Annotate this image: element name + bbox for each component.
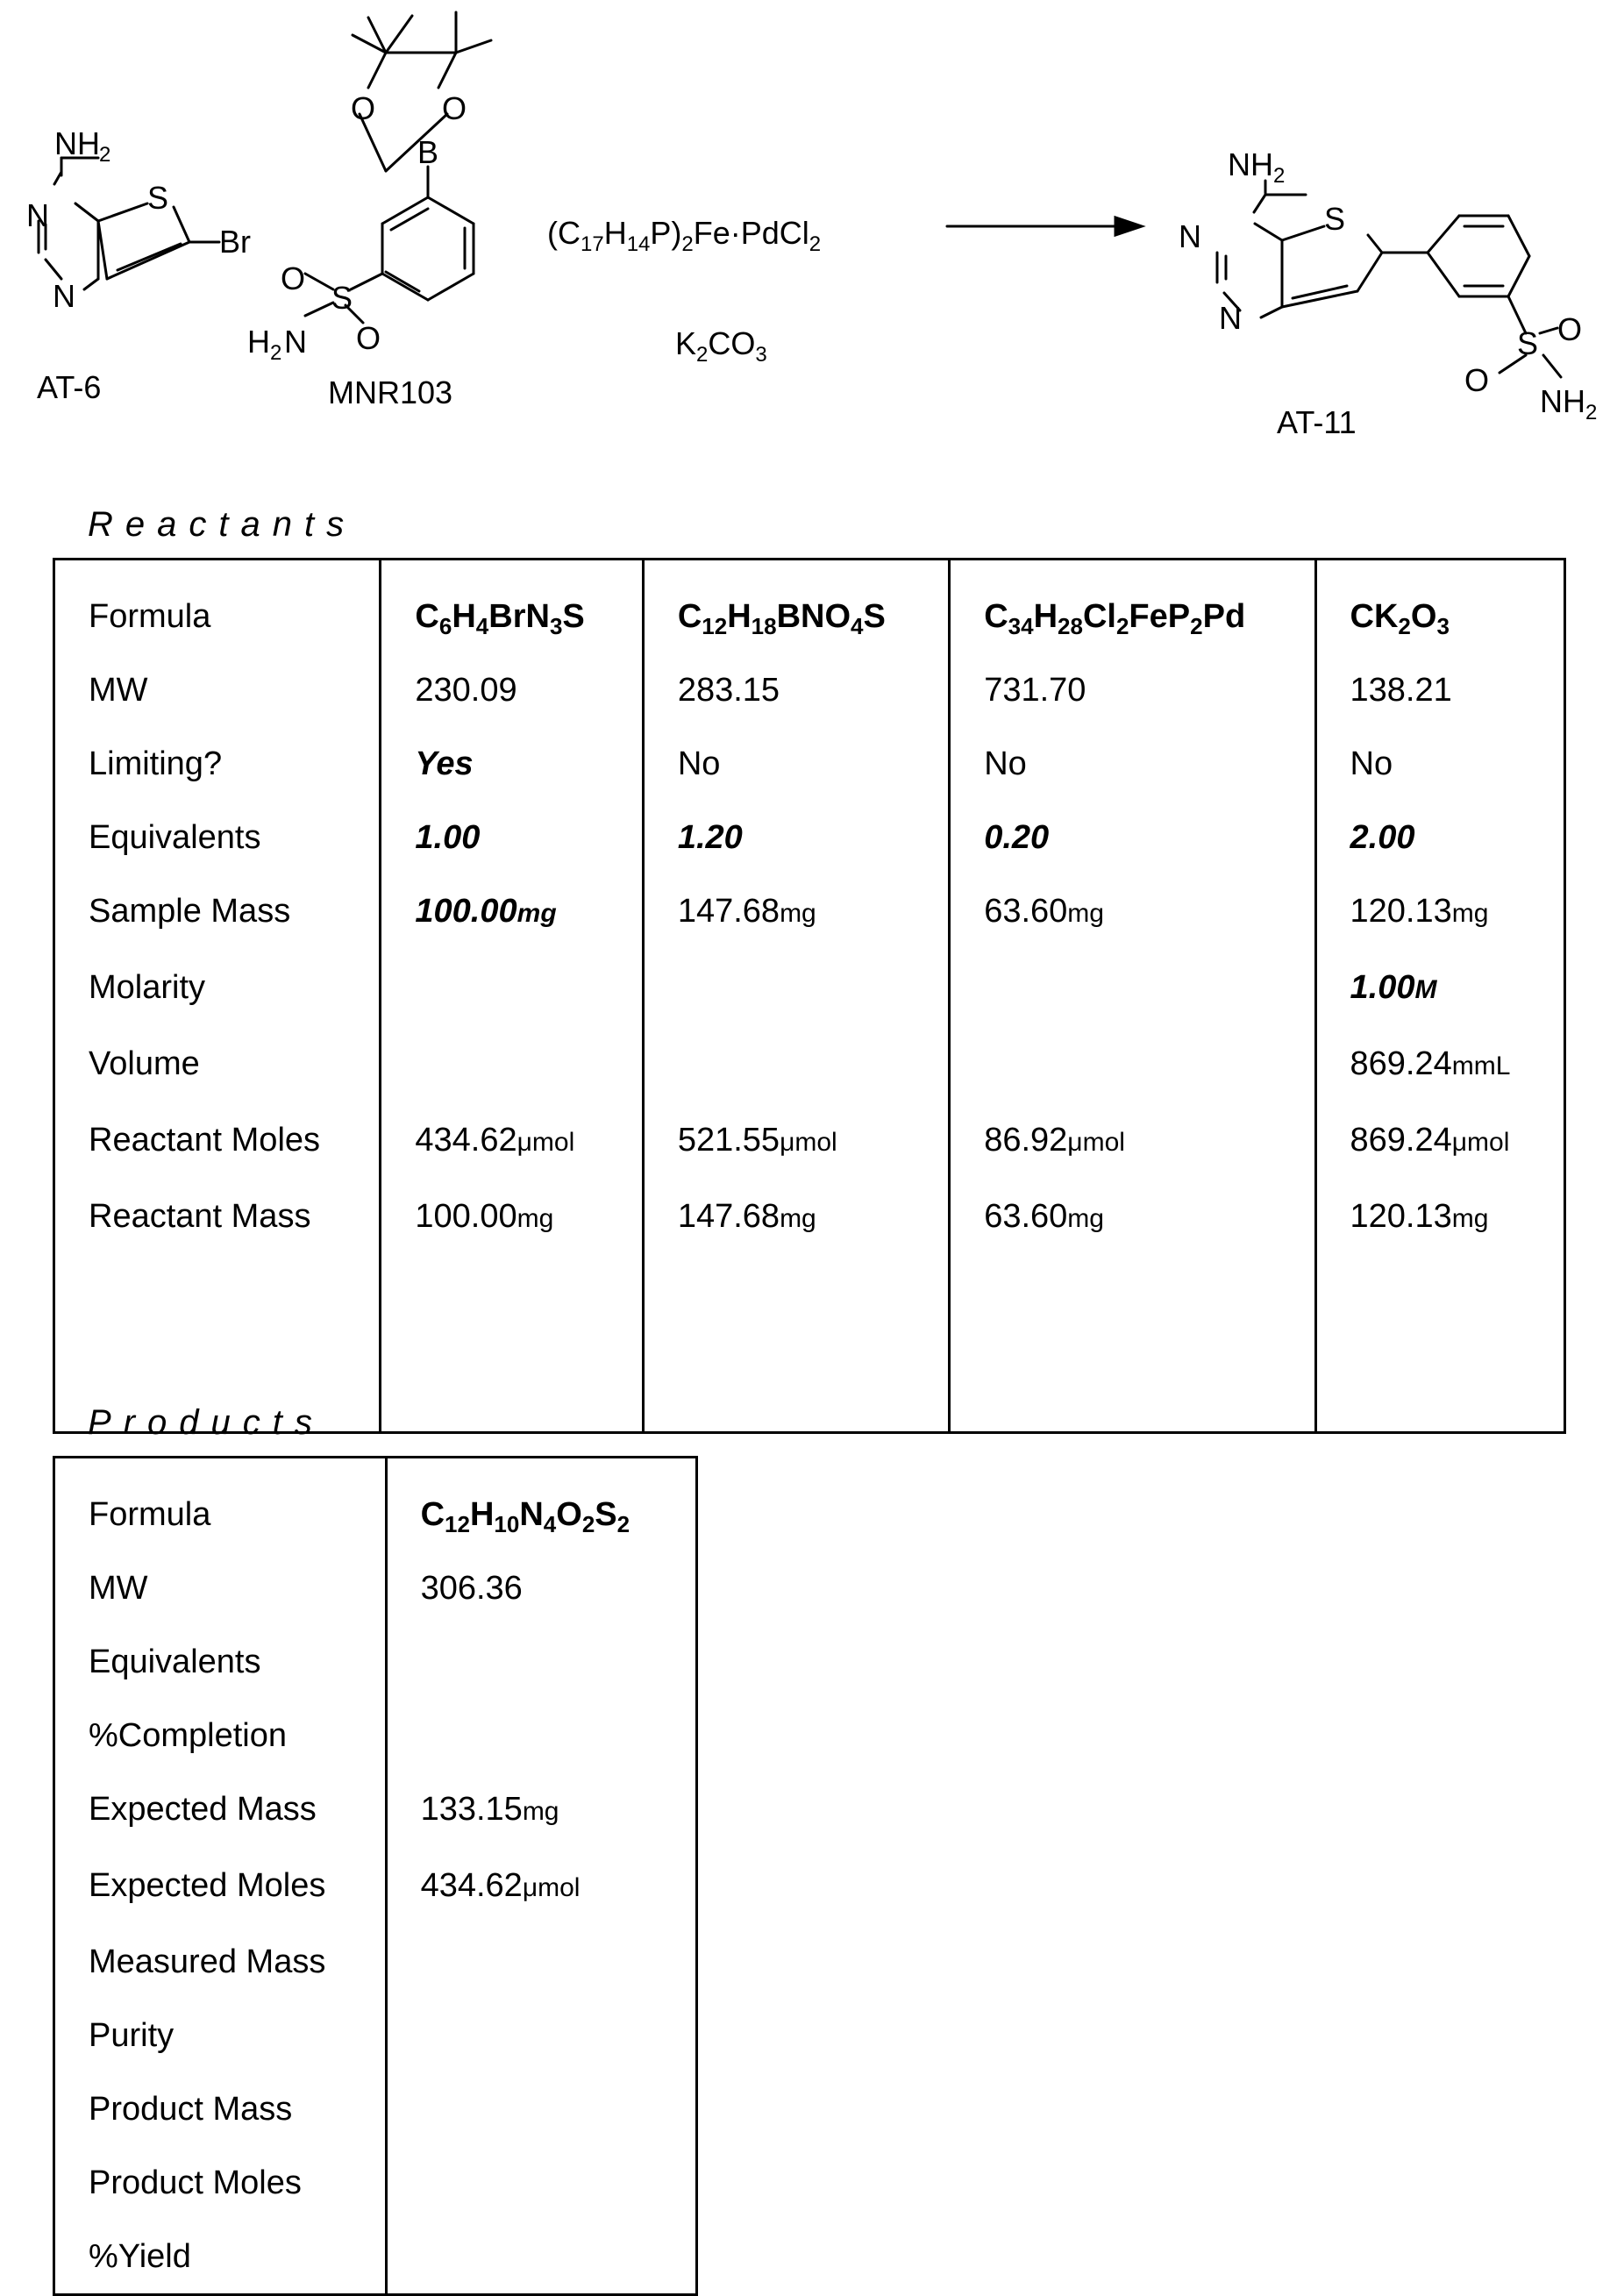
row-label: Molarity	[54, 951, 381, 1027]
reactant-row	[54, 801, 1565, 874]
product-mw: 306.36	[420, 1570, 523, 1607]
reactant-cell	[381, 1027, 643, 1103]
product-cell: 133.15mg	[386, 1772, 696, 1849]
at11-o1: O	[1557, 311, 1583, 347]
reactant-cell: 434.62μmol	[381, 1103, 643, 1180]
at11-o2: O	[1464, 362, 1490, 398]
reaction-scheme	[0, 0, 1610, 474]
at11-nh2-n: NH	[1228, 146, 1273, 182]
moles-value: 434.62	[415, 1122, 517, 1159]
product-row	[54, 1458, 697, 1552]
limiting-value: No	[984, 745, 1027, 782]
equivalents-value: 0.20	[984, 819, 1050, 856]
product-row	[54, 1625, 697, 1699]
at11-structure	[1217, 181, 1561, 377]
mass-value: 63.60	[984, 1198, 1068, 1235]
mnr103-o2: O	[442, 90, 467, 126]
moles-value: 869.24	[1350, 1122, 1452, 1159]
catalyst-formula: $(C_{17}H_{14}P)_2Fe\cdot PdCl_2$	[547, 215, 822, 256]
at11-so2-s: S	[1517, 325, 1539, 361]
reactant-cell	[643, 653, 949, 727]
product-cell	[386, 1925, 696, 1999]
reactant-cell: 100.00mg	[381, 874, 643, 951]
reactant-row	[54, 1027, 1565, 1103]
product-cell	[386, 2146, 696, 2220]
row-label: %Yield	[54, 2220, 387, 2295]
reactant-cell	[1315, 560, 1564, 654]
moles-value: 521.55	[677, 1122, 780, 1159]
product-cell	[386, 1999, 696, 2072]
product-row	[54, 1925, 697, 1999]
limiting-value: No	[1350, 745, 1393, 782]
molarity-value: 1.00	[1350, 969, 1415, 1006]
product-cell	[386, 1551, 696, 1625]
sample-mass-value: 147.68	[677, 893, 780, 930]
row-label: Sample Mass	[54, 874, 381, 951]
at6-br: Br	[219, 224, 251, 260]
product-cell	[386, 1625, 696, 1699]
row-label: Volume	[54, 1027, 381, 1103]
mnr103-o3: O	[281, 260, 306, 296]
row-label: Measured Mass	[54, 1925, 387, 1999]
mnr103-b: B	[417, 134, 439, 170]
product-row	[54, 2220, 697, 2295]
reactant-cell	[643, 560, 949, 654]
row-label: Product Moles	[54, 2146, 387, 2220]
formula: $C_6H_4BrN_3S$	[415, 598, 585, 639]
at6-nh2-n: NH	[54, 125, 100, 161]
reactant-row	[54, 874, 1565, 951]
product-cell	[386, 2220, 696, 2295]
at11-s: S	[1324, 201, 1346, 237]
formula: $C_{34}H_{28}Cl_2FeP_2Pd$	[984, 598, 1246, 639]
formula: $C_{12}H_{18}BNO_4S$	[677, 598, 886, 639]
mnr103-o4: O	[356, 320, 381, 356]
reactant-cell	[1315, 653, 1564, 727]
product-cell	[386, 2072, 696, 2146]
reactant-cell: 63.60mg	[950, 874, 1315, 951]
mnr103-s: S	[331, 280, 353, 316]
row-label: Purity	[54, 1999, 387, 2072]
row-label: Formula	[54, 1458, 387, 1552]
row-label: MW	[54, 653, 381, 727]
products-section-label: Products	[88, 1403, 324, 1442]
row-label: Reactant Mass	[54, 1180, 381, 1256]
at11-nh2-sub: 2	[1273, 164, 1286, 188]
reactant-cell: 63.60mg	[950, 1180, 1315, 1256]
product-row	[54, 1849, 697, 1925]
reactant-cell	[950, 951, 1315, 1027]
reactant-cell: 521.55μmol	[643, 1103, 949, 1180]
at6-n1: N	[26, 197, 49, 233]
reactant-row	[54, 727, 1565, 801]
at6-structure	[39, 158, 219, 289]
product-row	[54, 1999, 697, 2072]
mnr103-o1: O	[351, 90, 376, 126]
product-cell	[386, 1699, 696, 1772]
mass-value: 147.68	[677, 1198, 780, 1235]
row-label: %Completion	[54, 1699, 387, 1772]
product-cell: 434.62μmol	[386, 1849, 696, 1925]
row-label: Formula	[54, 560, 381, 654]
product-row	[54, 2146, 697, 2220]
at6-s: S	[147, 180, 169, 216]
mnr103-label: MNR103	[328, 374, 453, 410]
reactants-section-label: Reactants	[88, 505, 357, 544]
reactant-cell	[643, 801, 949, 874]
reactant-row	[54, 560, 1565, 654]
expected-mass: 133.15	[420, 1791, 523, 1828]
mnr103-h2n-h: H	[247, 324, 270, 360]
formula: $CK_2O_3$	[1350, 598, 1450, 639]
reactant-cell	[643, 1027, 949, 1103]
reactant-cell: 147.68mg	[643, 874, 949, 951]
mw-value: 731.70	[984, 672, 1086, 709]
product-row	[54, 1551, 697, 1625]
equivalents-value: 1.00	[415, 819, 481, 856]
reactant-cell	[1315, 727, 1564, 801]
limiting-value: No	[677, 745, 721, 782]
at11-n1: N	[1179, 218, 1201, 254]
reactant-cell	[1315, 801, 1564, 874]
product-row	[54, 2072, 697, 2146]
at6-label: AT-6	[37, 369, 102, 405]
reactant-cell: 1.00M	[1315, 951, 1564, 1027]
products-table	[53, 1456, 698, 2296]
reactant-cell	[381, 560, 643, 654]
reactants-table	[53, 558, 1566, 1434]
reactant-row	[54, 951, 1565, 1027]
limiting-value: Yes	[415, 745, 474, 782]
mass-value: 100.00	[415, 1198, 517, 1235]
reactant-cell	[950, 727, 1315, 801]
product-cell	[386, 1458, 696, 1552]
row-label: Reactant Moles	[54, 1103, 381, 1180]
reactant-cell	[643, 951, 949, 1027]
reactant-cell: 147.68mg	[643, 1180, 949, 1256]
reactant-cell: 100.00mg	[381, 1180, 643, 1256]
row-label: Limiting?	[54, 727, 381, 801]
at11-nh2b-n: NH	[1540, 383, 1585, 419]
volume-value: 869.24	[1350, 1045, 1452, 1082]
mw-value: 230.09	[415, 672, 517, 709]
reactant-cell	[950, 1027, 1315, 1103]
reactant-cell: 869.24mmL	[1315, 1027, 1564, 1103]
reactant-cell	[643, 727, 949, 801]
moles-value: 86.92	[984, 1122, 1068, 1159]
sample-mass-value: 120.13	[1350, 893, 1452, 930]
reactant-cell: 869.24μmol	[1315, 1103, 1564, 1180]
product-row	[54, 1699, 697, 1772]
row-label: Equivalents	[54, 801, 381, 874]
reactant-row	[54, 1103, 1565, 1180]
reactant-cell: 86.92μmol	[950, 1103, 1315, 1180]
mnr103-h2n-n: N	[284, 324, 307, 360]
arrow-head	[1115, 217, 1142, 235]
reactant-cell	[950, 560, 1315, 654]
row-label: MW	[54, 1551, 387, 1625]
at6-nh2-sub: 2	[99, 143, 111, 167]
mass-value: 120.13	[1350, 1198, 1452, 1235]
reactant-cell	[381, 653, 643, 727]
row-label: Expected Mass	[54, 1772, 387, 1849]
product-row	[54, 1772, 697, 1849]
at11-label: AT-11	[1277, 404, 1357, 440]
reactant-cell	[950, 653, 1315, 727]
row-label: Equivalents	[54, 1625, 387, 1699]
reactant-row	[54, 653, 1565, 727]
at11-n2: N	[1219, 300, 1242, 336]
at6-n2: N	[53, 278, 75, 314]
sample-mass-value: 63.60	[984, 893, 1068, 930]
reactant-cell	[381, 727, 643, 801]
reactant-cell	[950, 801, 1315, 874]
reactant-cell	[381, 801, 643, 874]
reactant-cell: 120.13mg	[1315, 1180, 1564, 1256]
reactant-cell: 120.13mg	[1315, 874, 1564, 951]
reactant-row	[54, 1180, 1565, 1256]
equivalents-value: 1.20	[677, 819, 743, 856]
sample-mass-value: 100.00	[415, 893, 517, 930]
product-formula: $C_{12}H_{10}N_4O_2S_2$	[420, 1496, 630, 1537]
row-label: Product Mass	[54, 2072, 387, 2146]
equivalents-value: 2.00	[1350, 819, 1415, 856]
mw-value: 138.21	[1350, 672, 1452, 709]
reactant-cell	[381, 951, 643, 1027]
mw-value: 283.15	[677, 672, 780, 709]
mnr103-h2n-sub: 2	[270, 341, 282, 365]
at11-nh2b-sub: 2	[1585, 401, 1598, 424]
row-label: Expected Moles	[54, 1849, 387, 1925]
mnr103-structure	[305, 12, 491, 323]
base-formula: $K_2CO_3$	[675, 325, 767, 367]
expected-moles: 434.62	[420, 1867, 523, 1904]
